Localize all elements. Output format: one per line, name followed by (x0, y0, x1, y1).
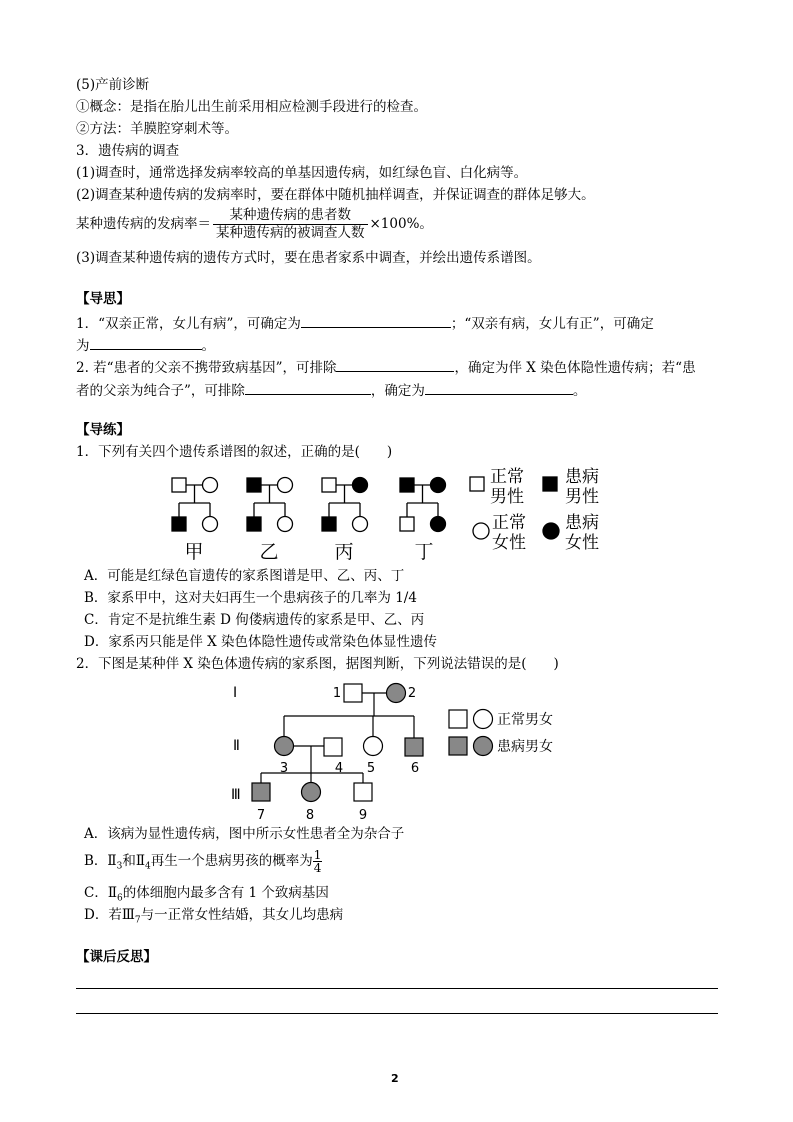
legend-text: 女性 (492, 533, 526, 553)
legend-sick-text: 患病男女 (497, 739, 553, 755)
q2-option-d: D．若$Ⅲ_7$与一正常女性结婚，其女儿均患病 (84, 907, 344, 926)
section-5-title: (5)产前诊断 (76, 77, 150, 93)
daolian-title: 【导练】 (76, 422, 130, 438)
individual-II-4 (324, 738, 342, 756)
legend-text: 女性 (565, 533, 599, 553)
q2-option-a: A．该病为显性遗传病，图中所示女性患者全为杂合子 (84, 826, 405, 842)
q2-option-b: B．$Ⅱ_3$和$Ⅱ_4$再生一个患病男孩的概率为 $\frac{1}{4}$ (84, 848, 322, 875)
reflection-title: 【课后反思】 (76, 949, 157, 965)
formula-denominator: 某种遗传病的被调查人数 (216, 225, 365, 241)
individual-II-5 (364, 737, 383, 756)
section-3-title: 3．遗传病的调查 (76, 143, 180, 159)
legend-text: 男性 (565, 487, 599, 507)
svg-text:7: 7 (256, 808, 266, 823)
q1-option-d: D．家系丙只能是伴 X 染色体隐性遗传或常染色体显性遗传 (84, 634, 438, 650)
individual-II-6 (405, 738, 423, 756)
formula-numerator: 某种遗传病的患者数 (213, 207, 368, 225)
q2-option-c: C．$Ⅱ_6$的体细胞内最多含有 1 个致病基因 (84, 885, 329, 904)
daosi-q1-line2: 为 。 (76, 335, 215, 355)
svg-text:9: 9 (358, 808, 368, 823)
individual-II-3 (275, 737, 294, 756)
q1-option-a: A．可能是红绿色盲遗传的家系图谱是甲、乙、丙、丁 (84, 568, 405, 584)
prenatal-concept: ①概念：是指在胎儿出生前采用相应检测手段进行的检查。 (76, 99, 427, 115)
svg-text:1: 1 (332, 686, 342, 701)
generation-label-1: Ⅰ (233, 685, 238, 701)
legend-sick-female-symbol (474, 737, 493, 756)
formula-lhs: 某种遗传病的发病率＝ (76, 216, 211, 232)
survey-point-1: (1)调查时，通常选择发病率较高的单基因遗传病，如红绿色盲、白化病等。 (76, 165, 528, 181)
q2-legend (449, 710, 553, 756)
reflection-line-2[interactable] (76, 1013, 718, 1014)
svg-text:3: 3 (279, 761, 289, 776)
daosi-q2-line1: 2. 若“患者的父亲不携带致病基因”，可排除 ，确定为伴 X 染色体隐性遗传病；若“患 (76, 357, 696, 377)
svg-text:2: 2 (407, 686, 417, 701)
legend-sick-male-symbol (449, 737, 467, 755)
fraction-one-quarter: $\frac{1}{4}$ (313, 848, 322, 875)
prenatal-method: ②方法：羊膜腔穿刺术等。 (76, 121, 238, 137)
formula-tail: ×100%。 (369, 216, 433, 232)
q1-option-c: C．肯定不是抗维生素 D 佝偻病遗传的家系是甲、乙、丙 (84, 612, 425, 628)
legend-text: 患病 (565, 467, 599, 487)
daosi-title: 【导思】 (76, 291, 130, 307)
individual-III-8 (302, 783, 321, 802)
daosi-q2-line2: 者的父亲为纯合子”，可排除 ，确定为 。 (76, 380, 586, 400)
legend-text: 正常 (492, 513, 526, 533)
legend-text: 患病 (565, 513, 599, 533)
legend-normal-female-symbol (474, 710, 493, 729)
individual-III-7 (252, 783, 270, 801)
svg-text:6: 6 (410, 761, 420, 776)
survey-point-3: (3)调查某种遗传病的遗传方式时，要在患者家系中调查，并绘出遗传系谱图。 (76, 250, 541, 266)
individual-I-2 (387, 684, 406, 703)
q1-option-b: B．家系甲中，这对夫妇再生一个患病孩子的几率为 1/4 (84, 590, 417, 606)
pedigree-label-ding: 丁 (414, 541, 434, 563)
legend-normal-text: 正常男女 (497, 712, 553, 728)
generation-label-3: Ⅲ (231, 787, 241, 803)
pedigree-label-jia: 甲 (184, 541, 204, 563)
svg-text:4: 4 (334, 761, 344, 776)
q2-stem: 2．下图是某种伴 X 染色体遗传病的家系图，据图判断，下列说法错误的是( ) (76, 656, 559, 672)
generation-label-2: Ⅱ (233, 738, 240, 754)
q1-stem: 1．下列有关四个遗传系谱图的叙述，正确的是( ) (76, 444, 393, 460)
reflection-line-1[interactable] (76, 988, 718, 989)
survey-point-2: (2)调查某种遗传病的发病率时，要在群体中随机抽样调查，并保证调查的群体足够大。 (76, 187, 595, 203)
legend-normal-male-symbol (449, 710, 467, 728)
daosi-q1-line1: 1．“双亲正常，女儿有病”，可确定为 ；“双亲有病，女儿有正”，可确定 (76, 313, 654, 333)
svg-text:5: 5 (366, 761, 376, 776)
page-number: 2 (391, 1072, 399, 1085)
svg-text:8: 8 (305, 808, 315, 823)
pedigree-label-yi: 乙 (259, 541, 279, 563)
pedigree-label-bing: 丙 (334, 541, 354, 563)
legend-text: 正常 (490, 467, 524, 487)
individual-I-1 (344, 684, 362, 702)
legend-text: 男性 (490, 487, 524, 507)
individual-III-9 (354, 783, 372, 801)
